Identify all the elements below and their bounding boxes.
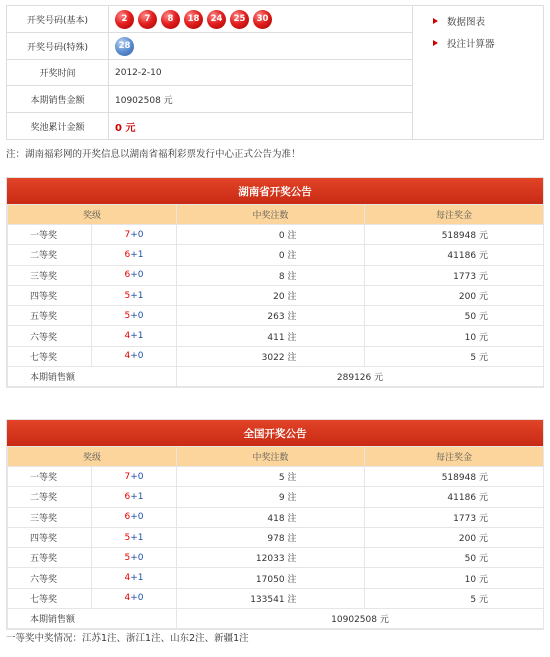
table-row [8,346,544,366]
prize-amount: 10 [464,574,477,585]
prize-amount: 1773 [453,513,477,524]
amount-unit: 元 [478,332,488,343]
plus-sign: + [130,249,138,260]
plus-sign: + [130,471,138,482]
red-ball: 7 [138,10,157,29]
blue-ball: 28 [115,37,134,56]
winner-count-cell [177,588,365,608]
match-combo [92,265,177,285]
amount-unit: 元 [478,271,488,282]
red-ball: 2 [115,10,134,29]
special-match-count: 1 [137,491,144,502]
sales-row [8,367,544,387]
period-sales-label: 本期销售额 [8,609,177,629]
plus-sign: + [130,290,138,301]
winner-count-cell [177,245,365,265]
prize-amount: 518948 [441,231,477,242]
column-header: 奖级 [8,205,177,225]
count-unit: 注 [287,594,297,605]
amount-unit: 元 [478,312,488,323]
count-unit: 注 [287,251,297,262]
draw-info-table [7,6,413,139]
match-combo [92,588,177,608]
data-chart-link[interactable] [425,10,495,32]
count-unit: 注 [287,534,297,545]
column-header: 每注奖金 [365,205,544,225]
side-links [425,10,495,54]
data-chart-link-label: 数据图表 [447,17,486,28]
amount-unit: 元 [478,493,488,504]
match-combo [92,346,177,366]
main-match-count: 4 [124,573,131,584]
main-match-count: 5 [124,310,131,321]
match-combo [92,568,177,588]
special-number-ball-wrap [115,33,138,59]
main-match-count: 6 [124,512,131,523]
prize-level: 六等奖 [8,326,92,346]
count-unit: 注 [287,513,297,524]
basic-numbers-label: 开奖号码(基本) [7,6,109,32]
red-ball: 30 [253,10,272,29]
basic-numbers-row [7,6,413,33]
count-unit: 注 [287,473,297,484]
winner-count-cell [177,306,365,326]
amount-unit: 元 [478,513,488,524]
basic-numbers-balls [115,6,276,32]
match-combo [92,225,177,245]
special-match-count: 1 [137,573,144,584]
winner-count: 5 [278,473,285,484]
prize-amount-cell [365,568,544,588]
main-match-count: 5 [124,532,131,543]
special-match-count: 0 [137,229,144,240]
special-number-row [7,33,413,60]
winner-count-cell [177,265,365,285]
national-results-panel [6,419,544,630]
match-combo [92,306,177,326]
count-unit: 注 [287,312,297,323]
prize-amount-cell [365,245,544,265]
count-unit: 注 [287,292,297,303]
winner-count: 17050 [255,574,285,585]
prize-amount-cell [365,285,544,305]
table-row [8,588,544,608]
amount-unit: 元 [478,251,488,262]
hunan-results-panel [6,177,544,388]
amount-unit: 元 [478,292,488,303]
main-match-count: 6 [124,270,131,281]
special-match-count: 0 [137,512,144,523]
plus-sign: + [130,310,138,321]
prize-level: 二等奖 [8,487,92,507]
prize-amount: 200 [458,534,477,545]
disclaimer-note: 注：湖南福彩网的开奖信息以湖南省福利彩票发行中心正式公告为准！ [6,149,301,160]
prize-amount-cell [365,225,544,245]
winner-count: 12033 [255,554,285,565]
count-unit: 注 [287,493,297,504]
prize-level: 二等奖 [8,245,92,265]
main-match-count: 7 [124,229,131,240]
draw-date-row [7,60,413,86]
winner-count: 263 [267,312,285,323]
match-combo [92,507,177,527]
red-ball: 25 [230,10,249,29]
prize-amount-cell [365,306,544,326]
prize-amount-cell [365,487,544,507]
table-row [8,265,544,285]
prize-level: 一等奖 [8,225,92,245]
winner-count: 0 [278,251,285,262]
winner-count: 418 [267,513,285,524]
prize-amount: 50 [464,312,477,323]
jackpot-pool-value: 0 元 [115,122,136,134]
prize-amount-cell [365,265,544,285]
column-header: 中奖注数 [177,205,365,225]
count-unit: 注 [287,352,297,363]
amount-unit: 元 [478,554,488,565]
main-match-count: 4 [124,351,131,362]
special-match-count: 0 [137,351,144,362]
draw-info-panel [6,5,544,140]
first-prize-info: 一等奖中奖情况：江苏1注、浙江1注、山东2注、新疆1注 [6,633,249,644]
column-header: 中奖注数 [177,447,365,467]
panel-title: 全国开奖公告 [7,420,543,446]
red-ball: 18 [184,10,203,29]
table-header-row [8,205,544,225]
amount-unit: 元 [478,574,488,585]
prize-level: 七等奖 [8,346,92,366]
results-table [7,446,544,629]
prize-level: 一等奖 [8,467,92,487]
red-ball: 24 [207,10,226,29]
plus-sign: + [130,491,138,502]
special-match-count: 0 [137,270,144,281]
winner-count: 0 [278,231,285,242]
prize-amount: 5 [470,352,477,363]
prize-level: 五等奖 [8,306,92,326]
prize-amount-cell [365,548,544,568]
special-number-label: 开奖号码(特殊) [7,33,109,59]
prize-amount: 10 [464,332,477,343]
winner-count: 9 [278,493,285,504]
arrow-right-icon [433,40,438,46]
special-match-count: 1 [137,331,144,342]
amount-unit: 元 [478,534,488,545]
draw-date-label: 开奖时间 [7,60,109,85]
prize-amount: 518948 [441,473,477,484]
winner-count-cell [177,487,365,507]
plus-sign: + [130,331,138,342]
winner-count: 411 [267,332,285,343]
special-match-count: 1 [137,249,144,260]
prize-level: 四等奖 [8,285,92,305]
table-row [8,487,544,507]
sales-amount-value: 10902508 元 [115,95,173,106]
table-row [8,245,544,265]
prize-amount: 50 [464,554,477,565]
special-match-count: 0 [137,593,144,604]
match-combo [92,548,177,568]
table-row [8,225,544,245]
count-unit: 注 [287,554,297,565]
draw-date-value: 2012-2-10 [115,67,162,78]
prize-amount: 5 [470,594,477,605]
jackpot-pool-label: 奖池累计金额 [7,113,109,139]
main-match-count: 5 [124,552,131,563]
plus-sign: + [130,532,138,543]
table-row [8,326,544,346]
winner-count-cell [177,568,365,588]
column-header: 每注奖金 [365,447,544,467]
amount-unit: 元 [478,352,488,363]
amount-unit: 元 [478,594,488,605]
main-match-count: 4 [124,593,131,604]
plus-sign: + [130,573,138,584]
prize-amount: 41186 [447,251,477,262]
table-header-row [8,447,544,467]
plus-sign: + [130,351,138,362]
special-match-count: 0 [137,471,144,482]
prize-level: 五等奖 [8,548,92,568]
prize-amount-cell [365,588,544,608]
prize-amount-cell [365,507,544,527]
amount-unit: 元 [478,473,488,484]
winner-count-cell [177,527,365,547]
table-row [8,285,544,305]
winner-count-cell [177,346,365,366]
prize-level: 七等奖 [8,588,92,608]
count-unit: 注 [287,332,297,343]
sales-amount-row [7,86,413,113]
sales-row [8,609,544,629]
sales-amount-label: 本期销售金额 [7,86,109,112]
prize-amount: 200 [458,292,477,303]
period-sales-value: 10902508 元 [177,609,544,629]
prize-level: 三等奖 [8,507,92,527]
prize-amount-cell [365,326,544,346]
winner-count: 3022 [261,352,285,363]
match-combo [92,245,177,265]
main-match-count: 7 [124,471,131,482]
special-match-count: 0 [137,552,144,563]
winner-count-cell [177,285,365,305]
bet-calculator-link[interactable] [425,32,495,54]
winner-count: 20 [273,292,285,303]
main-match-count: 6 [124,491,131,502]
prize-amount: 1773 [453,271,477,282]
plus-sign: + [130,552,138,563]
count-unit: 注 [287,231,297,242]
amount-unit: 元 [478,231,488,242]
match-combo [92,487,177,507]
results-table [7,204,544,387]
plus-sign: + [130,593,138,604]
prize-level: 六等奖 [8,568,92,588]
plus-sign: + [130,270,138,281]
prize-amount-cell [365,346,544,366]
match-combo [92,467,177,487]
prize-level: 三等奖 [8,265,92,285]
plus-sign: + [130,229,138,240]
special-match-count: 0 [137,310,144,321]
table-row [8,507,544,527]
arrow-right-icon [433,18,438,24]
bet-calculator-link-label: 投注计算器 [447,39,495,50]
count-unit: 注 [287,271,297,282]
table-row [8,568,544,588]
red-ball: 8 [161,10,180,29]
column-header: 奖级 [8,447,177,467]
winner-count: 8 [278,271,285,282]
match-combo [92,527,177,547]
special-match-count: 1 [137,290,144,301]
winner-count-cell [177,548,365,568]
main-match-count: 4 [124,331,131,342]
main-match-count: 5 [124,290,131,301]
winner-count: 133541 [250,594,285,605]
match-combo [92,326,177,346]
prize-amount-cell [365,527,544,547]
plus-sign: + [130,512,138,523]
table-row [8,306,544,326]
winner-count-cell [177,225,365,245]
prize-level: 四等奖 [8,527,92,547]
main-match-count: 6 [124,249,131,260]
jackpot-pool-row [7,113,413,139]
panel-title: 湖南省开奖公告 [7,178,543,204]
prize-amount: 41186 [447,493,477,504]
special-match-count: 1 [137,532,144,543]
winner-count-cell [177,507,365,527]
period-sales-label: 本期销售额 [8,367,177,387]
prize-amount-cell [365,467,544,487]
winner-count-cell [177,467,365,487]
table-row [8,467,544,487]
winner-count-cell [177,326,365,346]
table-row [8,527,544,547]
table-row [8,548,544,568]
count-unit: 注 [287,574,297,585]
period-sales-value: 289126 元 [177,367,544,387]
match-combo [92,285,177,305]
winner-count: 978 [267,534,285,545]
